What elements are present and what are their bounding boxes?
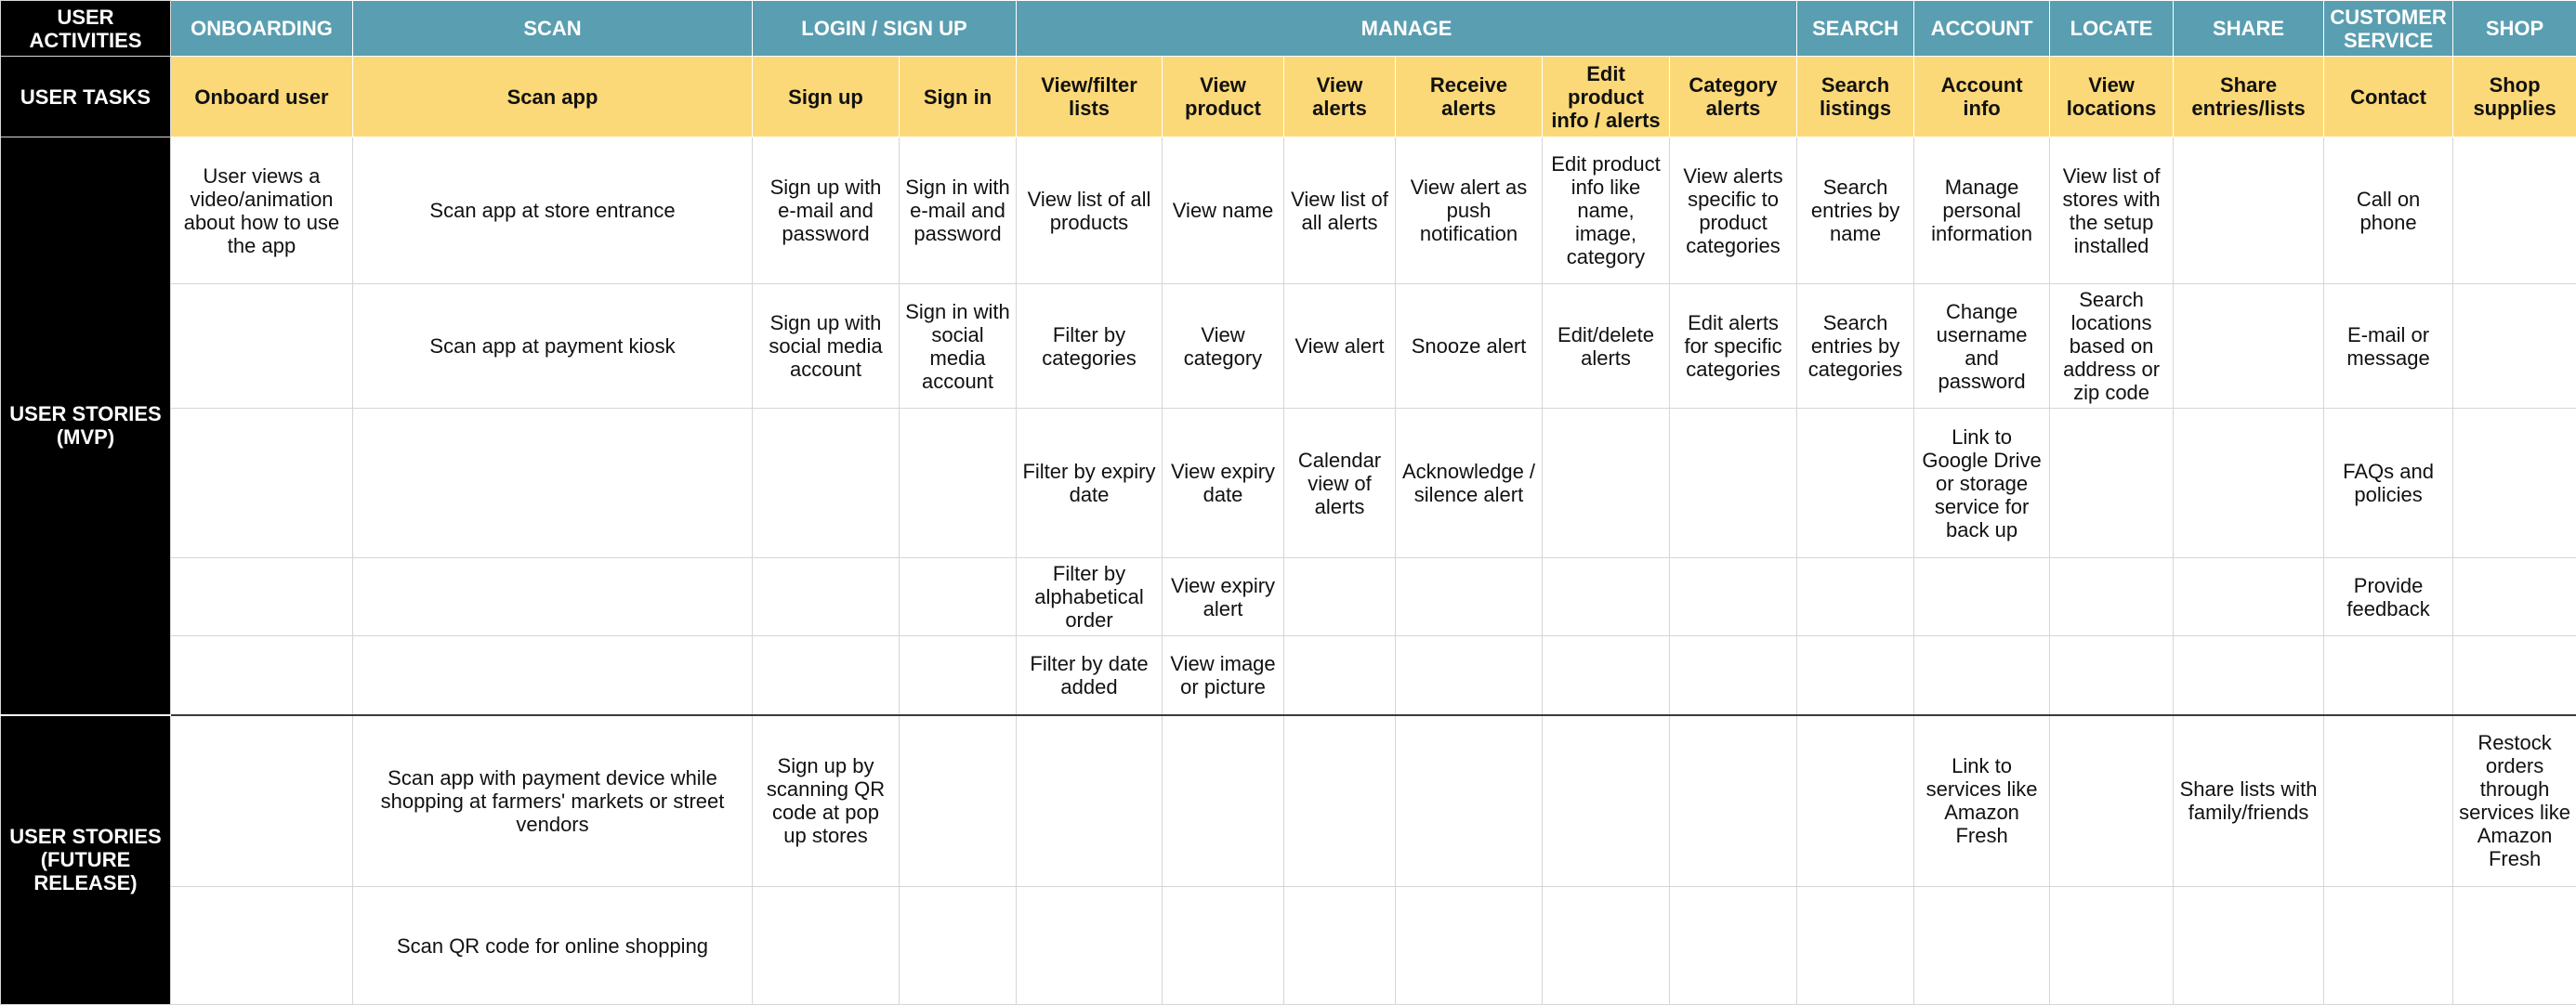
row-label-future: USER STORIES (FUTURE RELEASE) bbox=[1, 715, 171, 1005]
story-card bbox=[1670, 715, 1797, 887]
story-card: Search locations based on address or zip code bbox=[2050, 284, 2174, 409]
story-card bbox=[171, 558, 353, 636]
story-card: View alerts specific to product categories bbox=[1670, 137, 1797, 284]
story-card: Call on phone bbox=[2324, 137, 2453, 284]
story-card bbox=[1163, 887, 1284, 1005]
activity-share: SHARE bbox=[2174, 1, 2324, 57]
story-card bbox=[1543, 558, 1670, 636]
activity-locate: LOCATE bbox=[2050, 1, 2174, 57]
story-card bbox=[753, 887, 900, 1005]
story-card: Acknowledge / silence alert bbox=[1396, 409, 1543, 558]
story-card bbox=[2050, 558, 2174, 636]
story-card bbox=[1284, 558, 1396, 636]
story-card bbox=[900, 409, 1017, 558]
story-card: Link to Google Drive or storage service for back up bbox=[1914, 409, 2050, 558]
story-card bbox=[2174, 636, 2324, 715]
story-card bbox=[1543, 715, 1670, 887]
story-card: Provide feedback bbox=[2324, 558, 2453, 636]
activity-shop: SHOP bbox=[2453, 1, 2576, 57]
story-card: Scan app at payment kiosk bbox=[353, 284, 753, 409]
story-card: Filter by categories bbox=[1017, 284, 1163, 409]
story-card bbox=[2050, 887, 2174, 1005]
story-card bbox=[353, 636, 753, 715]
story-card: Share lists with family/friends bbox=[2174, 715, 2324, 887]
mvp-story-row bbox=[1, 137, 2576, 284]
row-label-tasks: USER TASKS bbox=[1, 57, 171, 137]
story-card bbox=[1797, 558, 1914, 636]
story-card: Sign in with e-mail and password bbox=[900, 137, 1017, 284]
story-card: Edit/delete alerts bbox=[1543, 284, 1670, 409]
story-card bbox=[900, 715, 1017, 887]
story-card: View alert bbox=[1284, 284, 1396, 409]
story-card bbox=[2453, 887, 2576, 1005]
task-account-info: Account info bbox=[1914, 57, 2050, 137]
story-card bbox=[2174, 409, 2324, 558]
story-card: Change username and password bbox=[1914, 284, 2050, 409]
story-card: Search entries by name bbox=[1797, 137, 1914, 284]
story-card: Filter by date added bbox=[1017, 636, 1163, 715]
task-scan-app: Scan app bbox=[353, 57, 753, 137]
story-card bbox=[1396, 887, 1543, 1005]
story-card: Scan app at store entrance bbox=[353, 137, 753, 284]
story-card bbox=[171, 636, 353, 715]
story-card: Edit product info like name, image, category bbox=[1543, 137, 1670, 284]
story-card bbox=[900, 558, 1017, 636]
story-card: View image or picture bbox=[1163, 636, 1284, 715]
activity-account: ACCOUNT bbox=[1914, 1, 2050, 57]
story-card bbox=[1163, 715, 1284, 887]
story-card bbox=[753, 558, 900, 636]
story-card bbox=[2174, 558, 2324, 636]
story-card bbox=[1017, 887, 1163, 1005]
story-card bbox=[2050, 409, 2174, 558]
story-card bbox=[900, 887, 1017, 1005]
story-card: User views a video/animation about how to use the app bbox=[171, 137, 353, 284]
tasks-row bbox=[1, 57, 2576, 137]
story-card: View category bbox=[1163, 284, 1284, 409]
story-card bbox=[1670, 558, 1797, 636]
mvp-story-row bbox=[1, 558, 2576, 636]
story-card: Filter by expiry date bbox=[1017, 409, 1163, 558]
story-card bbox=[1797, 636, 1914, 715]
story-card bbox=[2453, 409, 2576, 558]
story-card: Link to services like Amazon Fresh bbox=[1914, 715, 2050, 887]
activity-login-sign-up: LOGIN / SIGN UP bbox=[753, 1, 1017, 57]
story-card bbox=[2453, 137, 2576, 284]
row-label-activities: USER ACTIVITIES bbox=[1, 1, 171, 57]
task-receive-alerts: Receive alerts bbox=[1396, 57, 1543, 137]
story-card: Edit alerts for specific categories bbox=[1670, 284, 1797, 409]
task-contact: Contact bbox=[2324, 57, 2453, 137]
story-card: Sign up with e-mail and password bbox=[753, 137, 900, 284]
story-card bbox=[2453, 636, 2576, 715]
story-card: Scan app with payment device while shopping at farmers' markets or street vendors bbox=[353, 715, 753, 887]
story-card: FAQs and policies bbox=[2324, 409, 2453, 558]
future-story-row bbox=[1, 887, 2576, 1005]
mvp-story-row bbox=[1, 284, 2576, 409]
story-card bbox=[1543, 887, 1670, 1005]
story-card bbox=[2174, 284, 2324, 409]
story-card bbox=[2324, 636, 2453, 715]
activity-manage: MANAGE bbox=[1017, 1, 1797, 57]
story-card bbox=[1543, 636, 1670, 715]
story-card bbox=[1396, 636, 1543, 715]
story-card: Restock orders through services like Amazon Fresh bbox=[2453, 715, 2576, 887]
task-search-listings: Search listings bbox=[1797, 57, 1914, 137]
story-card bbox=[353, 409, 753, 558]
story-card: Manage personal information bbox=[1914, 137, 2050, 284]
story-card bbox=[753, 636, 900, 715]
story-card bbox=[2174, 887, 2324, 1005]
activity-scan: SCAN bbox=[353, 1, 753, 57]
story-card bbox=[1914, 558, 2050, 636]
story-card: Sign up with social media account bbox=[753, 284, 900, 409]
story-card bbox=[171, 284, 353, 409]
story-card bbox=[1017, 715, 1163, 887]
story-card: Scan QR code for online shopping bbox=[353, 887, 753, 1005]
story-card: View list of all products bbox=[1017, 137, 1163, 284]
story-card bbox=[753, 409, 900, 558]
story-card bbox=[171, 409, 353, 558]
task-edit-product-info-alerts: Edit product info / alerts bbox=[1543, 57, 1670, 137]
story-card: View list of stores with the setup installed bbox=[2050, 137, 2174, 284]
task-sign-up: Sign up bbox=[753, 57, 900, 137]
story-card bbox=[900, 636, 1017, 715]
task-view-filter-lists: View/filter lists bbox=[1017, 57, 1163, 137]
story-card bbox=[1284, 636, 1396, 715]
activities-row bbox=[1, 1, 2576, 57]
story-card: View name bbox=[1163, 137, 1284, 284]
story-card: View list of all alerts bbox=[1284, 137, 1396, 284]
story-card: View expiry date bbox=[1163, 409, 1284, 558]
story-card bbox=[2453, 284, 2576, 409]
story-card bbox=[2324, 715, 2453, 887]
activity-search: SEARCH bbox=[1797, 1, 1914, 57]
story-card bbox=[2324, 887, 2453, 1005]
story-card: View expiry alert bbox=[1163, 558, 1284, 636]
mvp-story-row bbox=[1, 409, 2576, 558]
story-card bbox=[1797, 409, 1914, 558]
story-card: Filter by alphabetical order bbox=[1017, 558, 1163, 636]
task-sign-in: Sign in bbox=[900, 57, 1017, 137]
activity-customer-service: CUSTOMER SERVICE bbox=[2324, 1, 2453, 57]
task-view-product: View product bbox=[1163, 57, 1284, 137]
story-card: Calendar view of alerts bbox=[1284, 409, 1396, 558]
story-card bbox=[2050, 636, 2174, 715]
story-card bbox=[1396, 715, 1543, 887]
future-story-row bbox=[1, 715, 2576, 887]
task-category-alerts: Category alerts bbox=[1670, 57, 1797, 137]
story-card bbox=[1797, 887, 1914, 1005]
story-card bbox=[1670, 409, 1797, 558]
story-card bbox=[1543, 409, 1670, 558]
row-label-mvp: USER STORIES (MVP) bbox=[1, 137, 171, 715]
mvp-story-row bbox=[1, 636, 2576, 715]
story-card bbox=[1284, 715, 1396, 887]
task-view-locations: View locations bbox=[2050, 57, 2174, 137]
task-shop-supplies: Shop supplies bbox=[2453, 57, 2576, 137]
story-card bbox=[1284, 887, 1396, 1005]
story-card: E-mail or message bbox=[2324, 284, 2453, 409]
story-card bbox=[171, 715, 353, 887]
story-card bbox=[171, 887, 353, 1005]
story-card bbox=[1670, 636, 1797, 715]
story-card bbox=[2453, 558, 2576, 636]
story-card bbox=[1670, 887, 1797, 1005]
story-card bbox=[1914, 636, 2050, 715]
story-card bbox=[2050, 715, 2174, 887]
story-card bbox=[353, 558, 753, 636]
story-card bbox=[1396, 558, 1543, 636]
story-card: Sign up by scanning QR code at pop up stores bbox=[753, 715, 900, 887]
story-card bbox=[2174, 137, 2324, 284]
story-card: Snooze alert bbox=[1396, 284, 1543, 409]
story-card bbox=[1914, 887, 2050, 1005]
story-card bbox=[1797, 715, 1914, 887]
task-view-alerts: View alerts bbox=[1284, 57, 1396, 137]
task-share-entries-lists: Share entries/lists bbox=[2174, 57, 2324, 137]
activity-onboarding: ONBOARDING bbox=[171, 1, 353, 57]
story-card: View alert as push notification bbox=[1396, 137, 1543, 284]
story-card: Search entries by categories bbox=[1797, 284, 1914, 409]
task-onboard-user: Onboard user bbox=[171, 57, 353, 137]
story-card: Sign in with social media account bbox=[900, 284, 1017, 409]
